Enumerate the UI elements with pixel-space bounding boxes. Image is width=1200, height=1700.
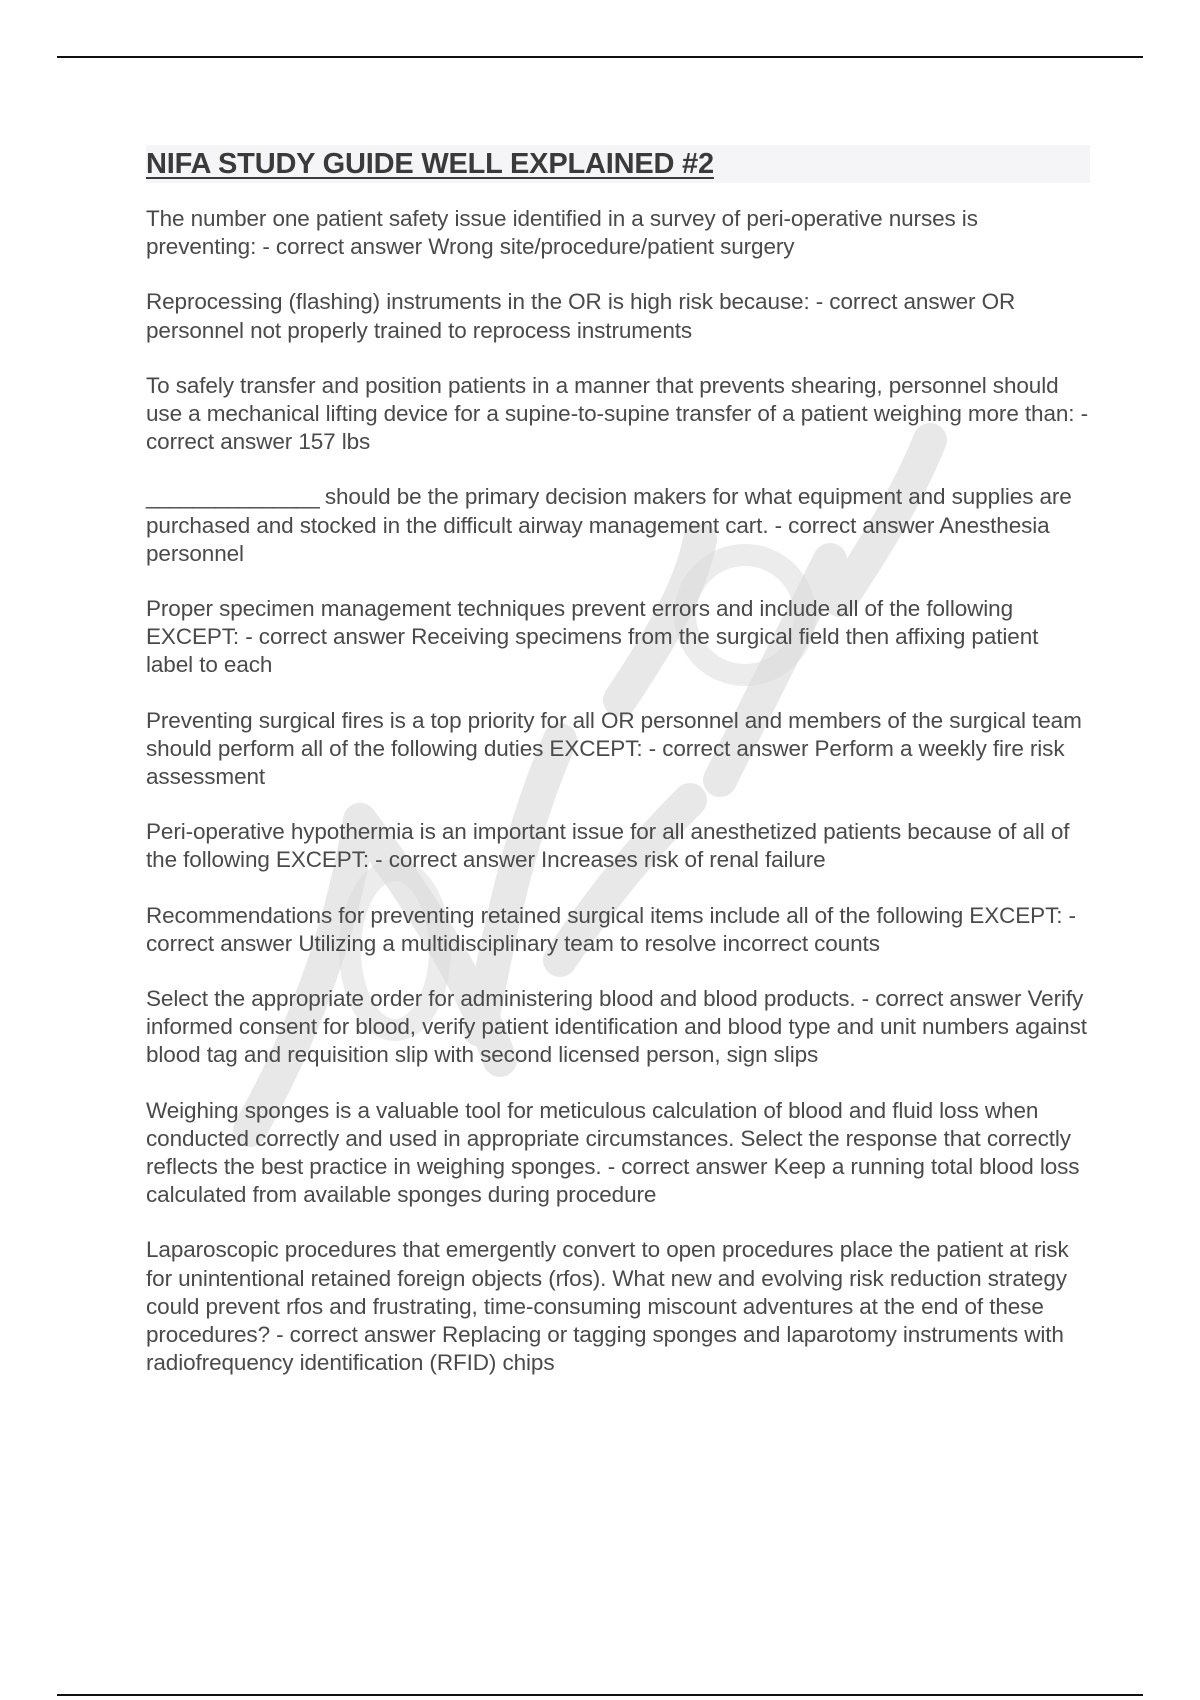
answer-text: Receiving specimens from the surgical field then affixing patient label to each [146, 624, 1039, 678]
answer-text: 157 lbs [298, 429, 371, 455]
answer-separator: - correct answer [601, 1154, 774, 1180]
answer-separator: - correct answer [809, 289, 982, 315]
answer-separator: - correct answer [369, 847, 542, 873]
document-body [146, 145, 1090, 1405]
top-rule [57, 56, 1143, 58]
document-title: NIFA STUDY GUIDE WELL EXPLAINED #2 [146, 148, 714, 180]
question-text: To safely transfer and position patients in a manner that prevents shearing, personnel should use a mechanical lifting device for a supine-to-supine transfer of a patient weighing more than: [146, 372, 1075, 427]
question-text: Reprocessing (flashing) instruments in the OR is high risk because: [146, 289, 810, 315]
answer-text: Wrong site/procedure/patient surgery [428, 234, 795, 260]
title-bar [146, 145, 1090, 183]
qa-item [146, 372, 1090, 457]
answer-text: Utilizing a multidisciplinary team to resolve incorrect counts [298, 930, 880, 956]
bottom-rule [57, 1694, 1143, 1696]
answer-separator: - correct answer [146, 401, 1088, 455]
answer-separator: - correct answer [146, 902, 1076, 956]
qa-item [146, 707, 1090, 792]
qa-item [146, 1236, 1090, 1377]
qa-item [146, 483, 1090, 568]
answer-separator: - correct answer [256, 234, 429, 260]
answer-text: Increases risk of renal failure [541, 847, 826, 873]
answer-separator: - correct answer [768, 512, 940, 538]
answer-separator: - correct answer [239, 624, 412, 650]
question-text: should be the primary decision makers for what equipment and supplies are purchased and stocked in the difficult airway management cart. [146, 484, 1072, 538]
qa-item [146, 595, 1090, 680]
answer-text: Perform a weekly fire risk assessment [146, 735, 1065, 790]
answer-text: Replacing or tagging sponges and laparotomy instruments with radiofrequency identification (RFID) chips [146, 1322, 1064, 1376]
question-text: Recommendations for preventing retained surgical items include all of the following EXCEPT: [146, 902, 1063, 928]
fill-in-blank: _______________ [146, 484, 319, 510]
answer-text: Keep a running total blood loss calculated from available sponges during procedure [146, 1154, 1080, 1208]
question-text: Select the appropriate order for administering blood and blood products. [146, 986, 856, 1012]
question-text: The number one patient safety issue identified in a survey of peri-operative nurses is preventing: [146, 206, 978, 260]
answer-text: OR personnel not properly trained to reprocess instruments [146, 289, 1016, 343]
question-text: Laparoscopic procedures that emergently convert to open procedures place the patient at risk for unintentional retained foreign objects (rfos). What new and evolving risk reduction strategy could prevent rfos and frustrating, time-consuming miscount adventures at the end of these procedures? [146, 1237, 1069, 1348]
qa-item [146, 205, 1090, 261]
qa-item [146, 1097, 1090, 1210]
answer-separator: - correct answer [269, 1322, 442, 1348]
qa-item [146, 288, 1090, 344]
answer-separator: - correct answer [855, 986, 1028, 1012]
question-text: Weighing sponges is a valuable tool for meticulous calculation of blood and fluid loss when conducted correctly and used in appropriate circumstances. Select the response that correctly reflects the best practice in weighing sponges. [146, 1097, 1071, 1180]
answer-text: Verify informed consent for blood, verify patient identification and blood type and unit numbers against blood tag and requisition slip with second licensed person, sign slips [146, 986, 1087, 1068]
qa-item [146, 902, 1090, 958]
answer-text: Anesthesia personnel [146, 512, 1050, 566]
question-text: Peri-operative hypothermia is an important issue for all anesthetized patients because of all of the following EXCEPT: [146, 819, 1070, 873]
qa-item [146, 818, 1090, 874]
question-text: Preventing surgical fires is a top priority for all OR personnel and members of the surgical team should perform all of the following duties EXCEPT: [146, 707, 1082, 761]
question-text: Proper specimen management techniques prevent errors and include all of the following EXCEPT: [146, 596, 1014, 650]
qa-item [146, 985, 1090, 1070]
answer-separator: - correct answer [642, 735, 815, 761]
